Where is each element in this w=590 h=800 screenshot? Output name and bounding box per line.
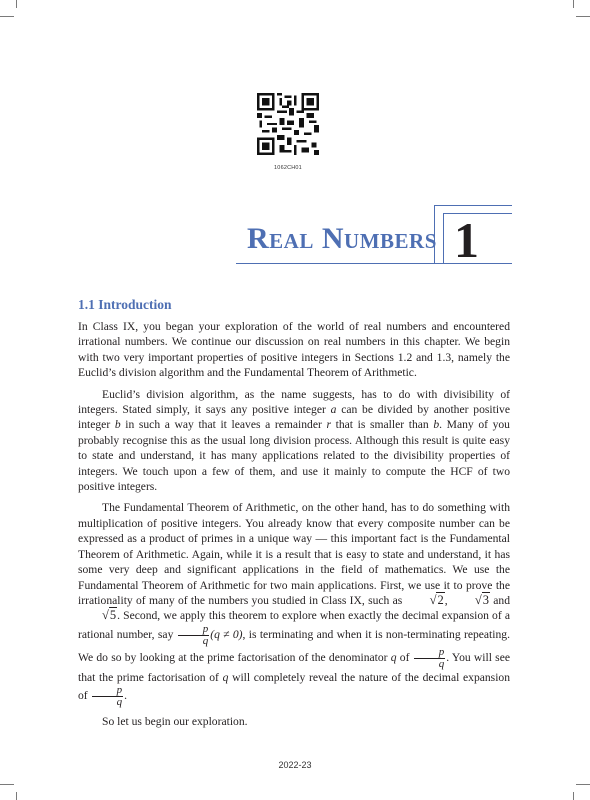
text-run: in such a way that it leaves a remainder [120,418,327,432]
chapter-number: 1 [454,212,479,268]
body-text [78,319,510,730]
text-run: . You will see that the prime factorisation of [78,650,510,684]
radicand: 2 [437,592,444,607]
denominator: q [438,657,445,670]
title-initial: N [321,222,345,255]
text-run: . Second, we apply this theorem to explore when exactly the decimal expansion of a rational number, say [78,609,510,641]
numerator: p [92,685,124,697]
paragraph: So let us begin our exploration. [102,715,248,729]
crop-mark [16,792,17,800]
text-run: that is smaller than [331,418,434,432]
math-var: q [390,650,397,664]
crop-mark [0,16,14,17]
math-var: r [326,418,332,432]
section-heading: 1.1 Introduction [78,297,172,312]
fraction-p-over-q [178,624,210,647]
title-smallcaps: EAL [269,229,314,253]
radicand: 5 [109,608,117,623]
paragraph [78,500,510,708]
sqrt-2: √2 [429,592,444,607]
crop-mark [0,784,14,785]
math-var: a [330,403,337,417]
text-run: , is terminating and when it is non-terminating repeating. We do so by looking at the prime factorisation of the denominator [78,627,510,664]
paragraph [78,387,510,495]
text-run: of [396,650,413,664]
sqrt-5: √5 [102,608,117,623]
fraction-p-over-q [414,647,446,670]
qr-code-icon [257,93,319,155]
text-run: The Fundamental Theorem of Arithmetic, on the other hand, has to do something with multiplication of positive integers. You already know that every composite number can be expressed as a product of primes in a unique way — this important fact is the Fundamental Theorem of Arithmetic. Again, while it is a result that is easy to state and understand, it has some very deep and significant applications in the field of mathematics. We use the Fundamental Theorem of Arithmetic for two main applications. First, we use it to prove the irrationality of many of the numbers you studied in Class IX, such as [78,501,510,607]
page-footer: 2022-23 [278,760,312,770]
qr-code[interactable] [257,93,319,175]
text-run: . [124,689,127,703]
text-run: . Many of you probably recognise this as the usual long division process. Although this result is quite easy to state and understand, it has many applications related to the divisibility properties of integers. We touch upon a few of them, and use it mainly to compute the HCF of two positive integers. [78,418,510,494]
title-rule [236,263,512,264]
text-run: and [490,593,511,607]
crop-mark [16,0,17,8]
math-var: q [222,670,229,684]
math-var: b [433,418,440,432]
text-run: Euclid’s division algorithm, as the name suggests, has to do with divisibility of integers. Stated simply, it says any positive integer [78,387,510,417]
text-run: can be divided by another positive integer [78,403,510,432]
title-initial: R [247,222,270,255]
paragraph: In Class IX, you began your exploration of the world of real numbers and encountered irrational numbers. We continue our discussion on real numbers in this chapter. We begin with two very important properties of positive integers in Sections 1.2 and 1.3, namely the Euclid’s division algorithm and the Fundamental Theorem of Arithmetic. [78,320,510,380]
text-run: will completely reveal the nature of the decimal expansion of [78,670,511,703]
denominator: q [202,634,209,647]
text-run: , [444,593,451,607]
crop-mark [573,792,574,800]
math-condition: (q ≠ 0) [210,627,243,641]
fraction-p-over-q [92,685,124,708]
qr-code-label: 1062CH01 [274,165,302,171]
title-smallcaps: UMBERS [344,229,437,253]
sqrt-3: √3 [474,592,489,607]
crop-mark [573,0,574,8]
radicand: 3 [482,592,489,607]
crop-mark [576,16,590,17]
math-var: b [114,418,121,432]
denominator: q [116,696,123,709]
numerator: p [414,647,446,659]
crop-mark [576,784,590,785]
numerator: p [178,624,210,636]
chapter-title [247,222,437,256]
